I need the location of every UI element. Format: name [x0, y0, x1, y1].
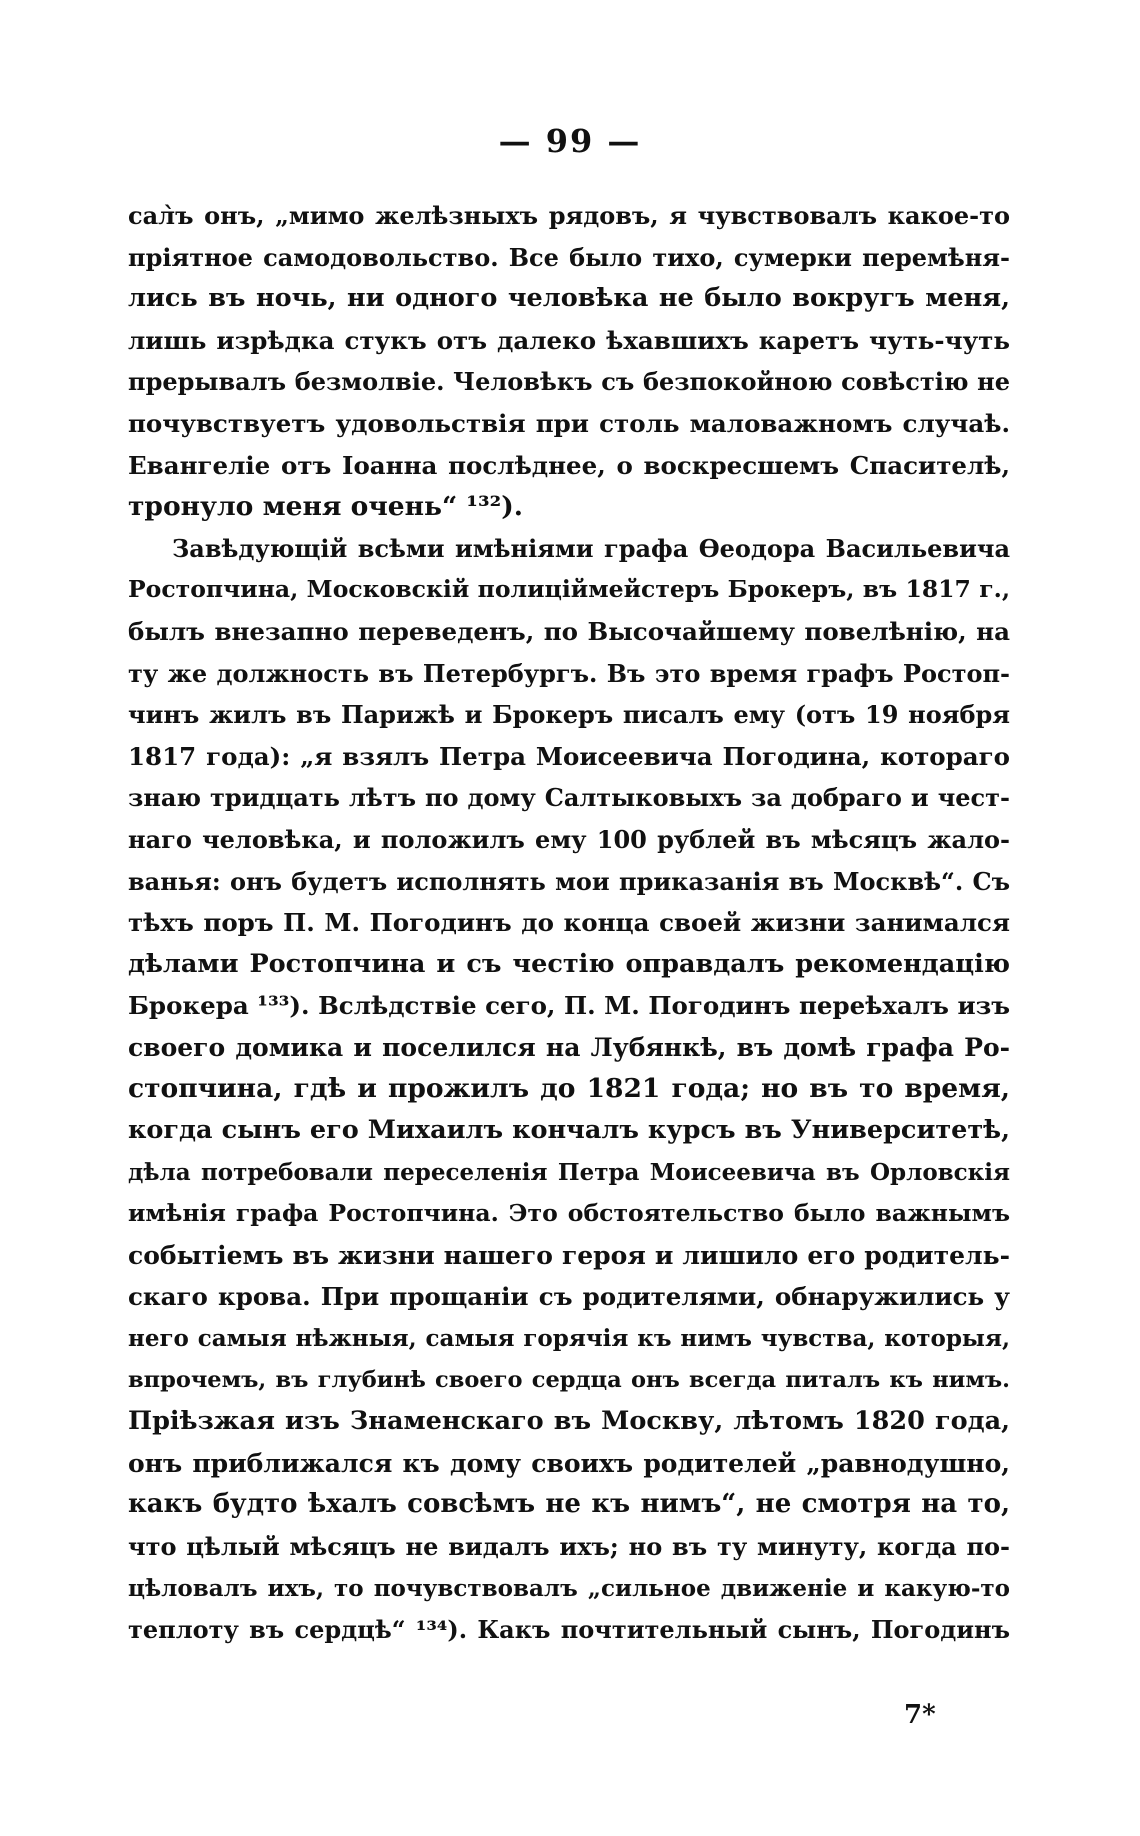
- text-line: почувствуетъ удовольствія при столь маловажномъ случаѣ.: [128, 408, 1010, 438]
- text-line: сал̀ъ онъ, „мимо желѣзныхъ рядовъ, я чувствовалъ какое-то: [128, 201, 1010, 230]
- text-line: 1817 года): „я взялъ Петра Моисеевича Погодина, котораго: [128, 741, 1010, 771]
- text-line: впрочемъ, въ глубинѣ своего сердца онъ всегда питалъ къ нимъ.: [128, 1366, 1010, 1393]
- text-line: дѣла потребовали переселенія Петра Моисеевича въ Орловскія: [128, 1158, 1010, 1186]
- text-line: скаго крова. При прощаніи съ родителями, обнаружились у: [128, 1282, 1010, 1312]
- text-line: какъ будто ѣхалъ совсѣмъ не къ нимъ“, не смотря на то,: [128, 1489, 1010, 1520]
- text-line: былъ внезапно переведенъ, по Высочайшему повелѣнію, на: [128, 616, 1010, 646]
- text-line: ванья: онъ будетъ исполнять мои приказанія въ Москвѣ“. Съ: [128, 866, 1010, 896]
- text-line: тронуло меня очень“ ¹³²).: [128, 491, 524, 523]
- text-line: него самыя нѣжныя, самыя горячія къ нимъ чувства, которыя,: [128, 1325, 1010, 1353]
- text-line: Брокера ¹³³). Вслѣдствіе сего, П. М. Погодинъ переѣхалъ изъ: [128, 991, 1011, 1021]
- text-line: событіемъ въ жизни нашего героя и лишило его родитель-: [128, 1240, 1010, 1270]
- signature-mark: 7*: [904, 1700, 936, 1730]
- body-text: [128, 195, 1010, 1651]
- paragraph-brokers-letter: [128, 528, 1010, 1651]
- text-line: цѣловалъ ихъ, то почувствовалъ „сильное движеніе и какую-то: [128, 1574, 1010, 1602]
- text-line: наго человѣка, и положилъ ему 100 рублей въ мѣсяцъ жало-: [128, 824, 1010, 854]
- text-line: ту же должность въ Петербургъ. Въ это время графъ Ростоп-: [128, 658, 1010, 688]
- text-line: Евангеліе отъ Іоанна послѣднее, о воскресшемъ Спасителѣ,: [128, 450, 1010, 480]
- text-line: когда сынъ его Михаилъ кончалъ курсъ въ Университетѣ,: [128, 1115, 1010, 1146]
- text-line: дѣлами Ростопчина и съ честію оправдалъ рекомендацію: [128, 948, 1010, 979]
- text-line: тѣхъ поръ П. М. Погодинъ до конца своей жизни занимался: [128, 908, 1010, 938]
- text-line: знаю тридцать лѣтъ по дому Салтыковыхъ за добраго и чест-: [128, 783, 1010, 813]
- text-line: Пріѣзжая изъ Знаменскаго въ Москву, лѣтомъ 1820 года,: [128, 1406, 1010, 1437]
- text-line: Ростопчина, Московскій полиціймейстеръ Брокеръ, въ 1817 г.,: [128, 575, 1010, 604]
- text-line: Завѣдующій всѣми имѣніями графа Ѳеодора Васильевича: [172, 533, 1010, 563]
- text-line: имѣнія графа Ростопчина. Это обстоятельство было важнымъ: [128, 1199, 1010, 1228]
- text-line: стопчина, гдѣ и прожилъ до 1821 года; но въ то время,: [128, 1073, 1010, 1105]
- text-line: своего домика и поселился на Лубянкѣ, въ домѣ графа Ро-: [128, 1032, 1010, 1062]
- paragraph-continued: [128, 195, 1010, 528]
- text-line: онъ приближался къ дому своихъ родителей „равнодушно,: [128, 1448, 1010, 1478]
- text-line: теплоту въ сердцѣ“ ¹³⁴). Какъ почтительный сынъ, Погодинъ: [128, 1615, 1010, 1645]
- text-line: лишь изрѣдка стукъ отъ далеко ѣхавшихъ каретъ чуть-чуть: [128, 325, 1010, 355]
- text-line: чинъ жилъ въ Парижѣ и Брокеръ писалъ ему (отъ 19 ноября: [128, 700, 1010, 730]
- text-line: что цѣлый мѣсяцъ не видалъ ихъ; но въ ту минуту, когда по-: [128, 1532, 1010, 1561]
- text-line: лись въ ночь, ни одного человѣка не было вокругъ меня,: [128, 283, 1010, 314]
- text-line: прерывалъ безмолвіе. Человѣкъ съ безпокойною совѣстію не: [128, 367, 1010, 397]
- text-line: пріятное самодовольство. Все было тихо, сумерки перемѣня-: [128, 242, 1010, 272]
- page-number: — 99 —: [498, 122, 642, 160]
